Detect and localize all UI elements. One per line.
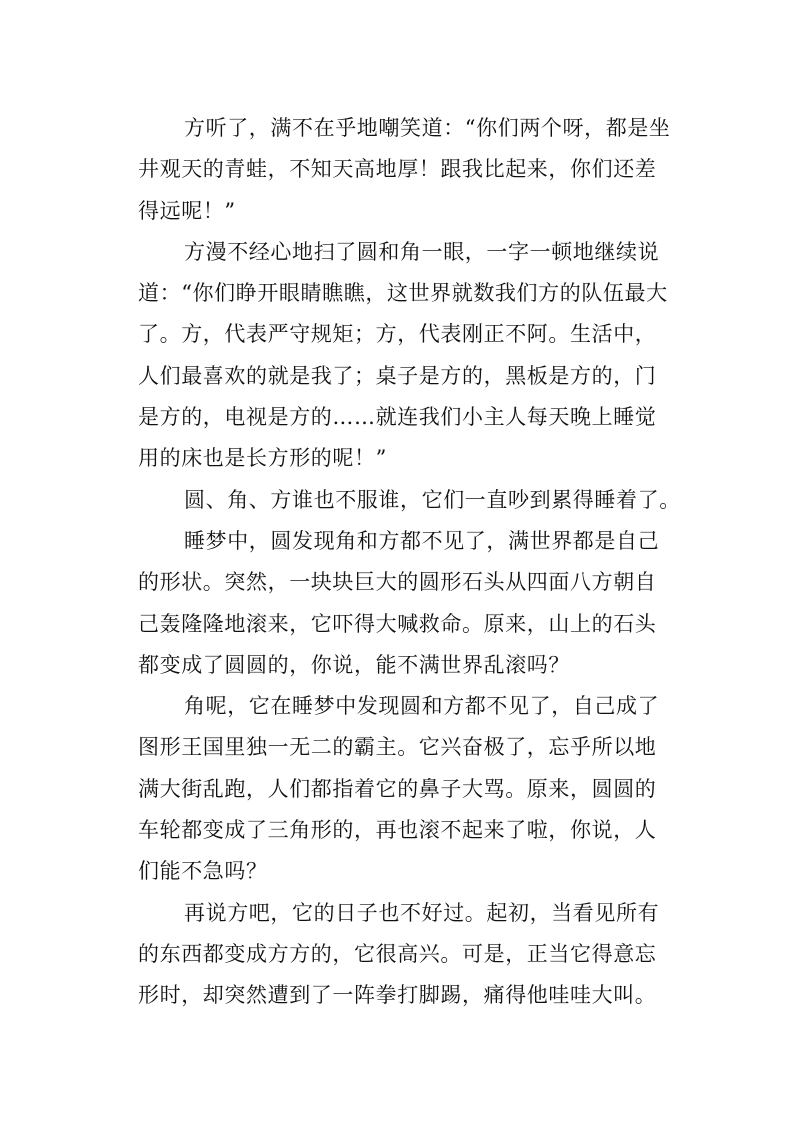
- story-text: [138, 108, 681, 1017]
- text-line: 井观天的青蛙，不知天高地厚！跟我比起来，你们还差: [138, 157, 657, 182]
- text-line: 己轰隆隆地滚来，它吓得大喊救命。原来，山上的石头: [138, 611, 657, 636]
- text-line: 圆、角、方谁也不服谁，它们一直吵到累得睡着了。: [184, 487, 681, 512]
- text-line: 了。方，代表严守规矩；方，代表刚正不阿。生活中，: [138, 322, 657, 347]
- text-line: 图形王国里独一无二的霸主。它兴奋极了，忘乎所以地: [138, 735, 657, 760]
- text-line: 再说方吧，它的日子也不好过。起初，当看见所有: [184, 900, 660, 925]
- text-line: 用的床也是长方形的呢！”: [138, 446, 387, 471]
- text-line: 人们最喜欢的就是我了；桌子是方的，黑板是方的，门: [138, 363, 657, 388]
- text-line: 都变成了圆圆的，你说，能不满世界乱滚吗？: [138, 652, 570, 677]
- text-line: 车轮都变成了三角形的，再也滚不起来了啦，你说，人: [138, 818, 657, 843]
- text-line: 是方的，电视是方的……就连我们小主人每天晚上睡觉: [138, 405, 657, 430]
- text-line: 角呢，它在睡梦中发现圆和方都不见了，自己成了: [184, 694, 660, 719]
- text-line: 道：“你们睁开眼睛瞧瞧，这世界就数我们方的队伍最大: [138, 281, 668, 306]
- text-line: 方漫不经心地扫了圆和角一眼，一字一顿地继续说: [184, 239, 660, 264]
- text-line: 得远呢！”: [138, 198, 236, 223]
- text-line: 睡梦中，圆发现角和方都不见了，满世界都是自己: [184, 528, 660, 553]
- text-line: 形时，却突然遭到了一阵拳打脚踢，痛得他哇哇大叫。: [138, 983, 657, 1008]
- text-line: 们能不急吗？: [138, 859, 268, 884]
- text-line: 满大街乱跑，人们都指着它的鼻子大骂。原来，圆圆的: [138, 776, 657, 801]
- text-line: 的形状。突然，一块块巨大的圆形石头从四面八方朝自: [138, 570, 657, 595]
- text-line: 的东西都变成方方的，它很高兴。可是，正当它得意忘: [138, 941, 657, 966]
- text-line: 方听了，满不在乎地嘲笑道：“你们两个呀，都是坐: [184, 116, 671, 140]
